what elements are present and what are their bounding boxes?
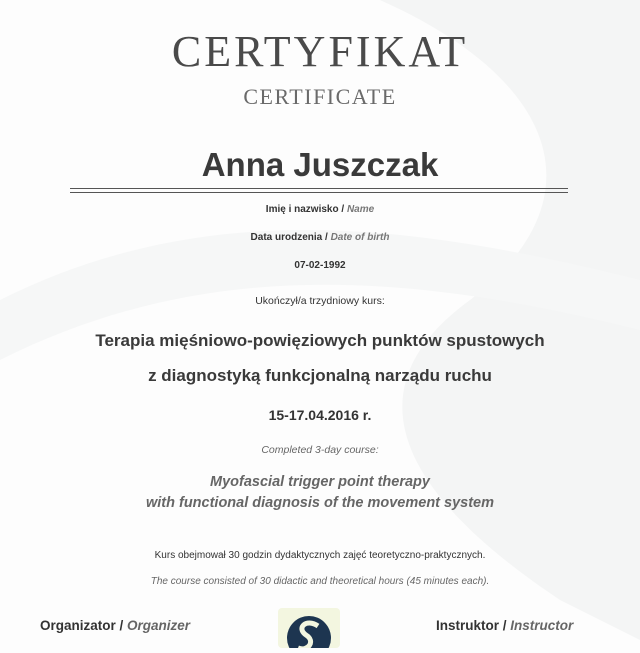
course-title-pl-2: z diagnostyką funkcjonalną narządu ruchu xyxy=(148,366,492,385)
hours-pl: Kurs obejmował 30 godzin dydaktycznych zajęć teoretyczno-praktycznych. xyxy=(154,550,486,561)
certificate-title: CERTYFIKAT xyxy=(171,27,469,76)
course-date: 15-17.04.2016 r. xyxy=(268,407,372,423)
hours-en: The course consisted of 30 didactic and theoretical hours (45 minutes each). xyxy=(150,576,490,587)
organizer-logo xyxy=(278,608,340,648)
recipient-name: Anna Juszczak xyxy=(201,146,439,183)
completed-course-pl: Ukończył/a trzydniowy kurs: xyxy=(255,295,385,307)
s-logo-icon xyxy=(278,608,340,648)
completed-course-en: Completed 3-day course: xyxy=(261,444,379,456)
dob-label: Data urodzenia / Date of birth xyxy=(250,232,390,243)
certificate-subtitle: CERTIFICATE xyxy=(243,84,397,109)
instructor-label: Instruktor / Instructor xyxy=(436,618,574,633)
name-label: Imię i nazwisko / Name xyxy=(265,204,375,215)
course-title-en-2: with functional diagnosis of the movement system xyxy=(145,495,495,511)
course-title-en-1: Myofascial trigger point therapy xyxy=(210,474,430,490)
course-title-pl-1: Terapia mięśniowo-powięziowych punktów spustowych xyxy=(95,331,545,350)
organizer-label: Organizator / Organizer xyxy=(40,618,191,633)
name-underline xyxy=(70,188,568,193)
date-of-birth: 07-02-1992 xyxy=(294,260,346,271)
